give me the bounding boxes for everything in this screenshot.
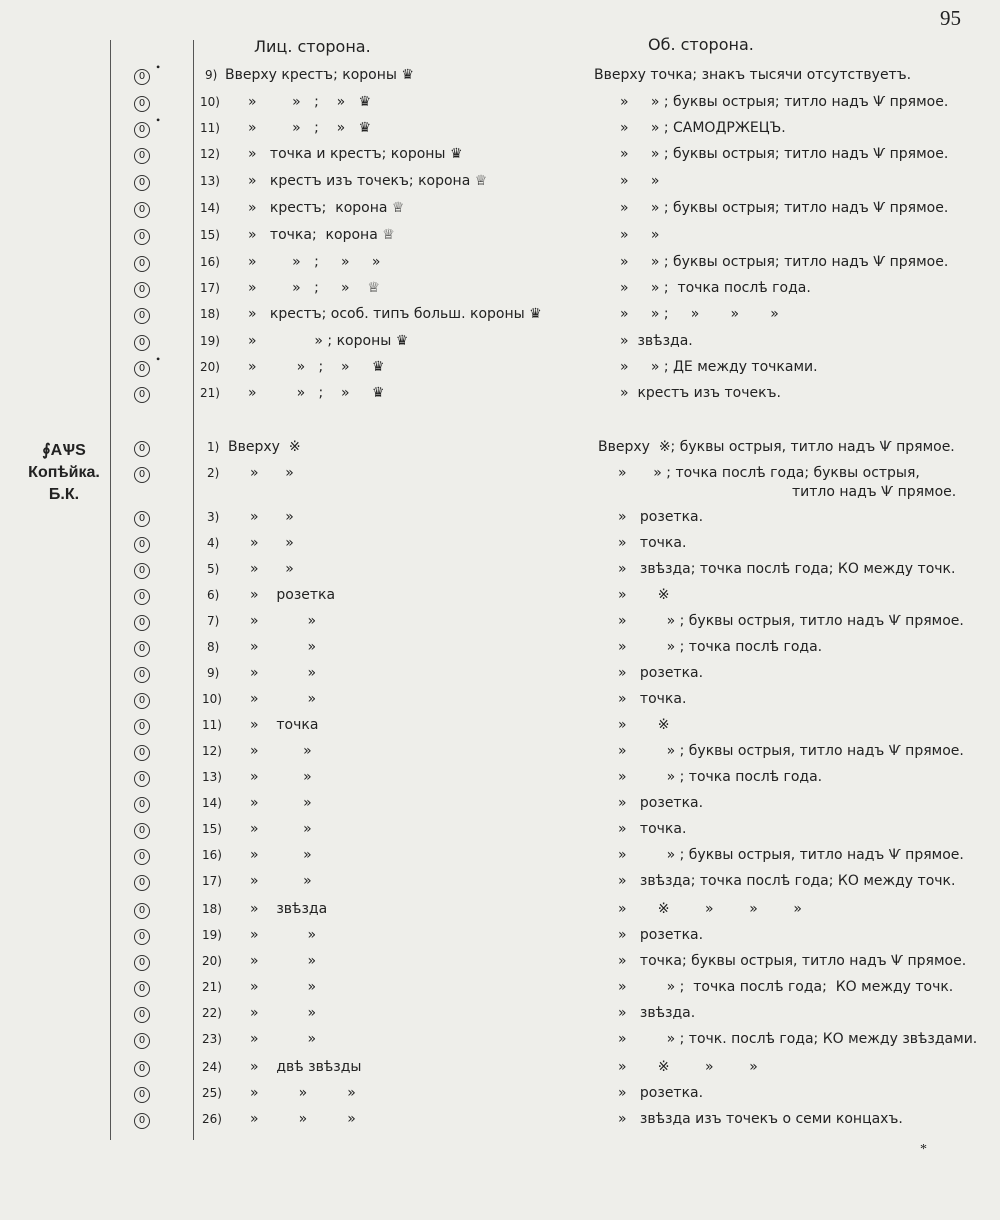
circle-mark-icon: 0 bbox=[134, 615, 150, 631]
obverse-description: » » bbox=[250, 873, 312, 889]
table-row bbox=[0, 874, 1000, 896]
reverse-description: » розетка. bbox=[618, 665, 704, 681]
circle-mark-icon: 0 bbox=[134, 929, 150, 945]
dot-mark: • bbox=[156, 352, 161, 366]
circle-mark-icon: 0 bbox=[134, 175, 150, 191]
reverse-description: » крестъ изъ точекъ. bbox=[620, 385, 781, 401]
table-row bbox=[0, 510, 1000, 532]
entry-number: 14) bbox=[200, 201, 220, 215]
table-row bbox=[0, 147, 1000, 169]
circle-mark-icon: 0 bbox=[134, 1007, 150, 1023]
circle-mark-icon: 0 bbox=[134, 589, 150, 605]
reverse-description: » розетка. bbox=[618, 1085, 704, 1101]
reverse-description: » точка; буквы острыя, титло надъ Ѱ прямое. bbox=[618, 953, 967, 969]
table-row bbox=[0, 928, 1000, 950]
table-row bbox=[0, 1086, 1000, 1108]
table-row bbox=[0, 980, 1000, 1002]
circle-mark-icon: 0 bbox=[134, 641, 150, 657]
reverse-description: Вверху точка; знакъ тысячи отсутствуетъ. bbox=[594, 67, 912, 83]
reverse-description: » звѣзда изъ точекъ о семи концахъ. bbox=[618, 1111, 903, 1127]
entry-number: 5) bbox=[207, 562, 220, 576]
reverse-description: » » ; » » » bbox=[620, 306, 779, 322]
entry-number: 18) bbox=[202, 902, 222, 916]
entry-number: 11) bbox=[200, 121, 220, 135]
table-row bbox=[0, 640, 1000, 662]
table-row bbox=[0, 744, 1000, 766]
reverse-description: » точка. bbox=[618, 691, 687, 707]
reverse-description: » звѣзда. bbox=[618, 1005, 696, 1021]
reverse-description: » » ; ДЕ между точками. bbox=[620, 359, 818, 375]
obverse-description: » » ; » ♛ bbox=[248, 120, 372, 136]
reverse-description: » » ; буквы острыя; титло надъ Ѱ прямое. bbox=[620, 146, 949, 162]
obverse-description: Вверху крестъ; короны ♛ bbox=[225, 67, 414, 83]
obverse-description: » точка; корона ♕ bbox=[248, 227, 395, 243]
obverse-description: » » bbox=[250, 465, 294, 481]
circle-mark-icon: 0 bbox=[134, 308, 150, 324]
entry-number: 8) bbox=[207, 640, 220, 654]
obverse-description: » крестъ; особ. типъ больш. короны ♛ bbox=[248, 306, 542, 322]
circle-mark-icon: 0 bbox=[134, 745, 150, 761]
obverse-description: » » ; » » bbox=[248, 254, 381, 270]
section-label-mint: Б.К. bbox=[48, 486, 80, 503]
entry-number: 21) bbox=[202, 980, 222, 994]
table-row bbox=[0, 95, 1000, 117]
circle-mark-icon: 0 bbox=[134, 69, 150, 85]
obverse-description: » розетка bbox=[250, 587, 336, 603]
table-row bbox=[0, 770, 1000, 792]
entry-number: 7) bbox=[207, 614, 220, 628]
table-row bbox=[0, 796, 1000, 818]
circle-mark-icon: 0 bbox=[134, 1033, 150, 1049]
entry-number: 24) bbox=[202, 1060, 222, 1074]
reverse-description: » » bbox=[620, 173, 660, 189]
reverse-description: » » bbox=[620, 227, 660, 243]
obverse-description: » » ; » ♕ bbox=[248, 280, 380, 296]
reverse-description: Вверху ※; буквы острыя, титло надъ Ѱ прямое. bbox=[598, 439, 955, 455]
entry-number: 10) bbox=[202, 692, 222, 706]
obverse-description: » » bbox=[250, 821, 312, 837]
reverse-description: » » ; буквы острыя; титло надъ Ѱ прямое. bbox=[620, 94, 949, 110]
reverse-description: » звѣзда. bbox=[620, 333, 693, 349]
entry-number: 20) bbox=[202, 954, 222, 968]
reverse-description: » розетка. bbox=[618, 927, 704, 943]
reverse-description: » » ; точка послѣ года. bbox=[620, 280, 811, 296]
reverse-description: » розетка. bbox=[618, 795, 704, 811]
table-row bbox=[0, 822, 1000, 844]
table-row bbox=[0, 334, 1000, 356]
reverse-description: » ※ » » » bbox=[618, 901, 802, 917]
table-row bbox=[0, 485, 1000, 507]
reverse-description: титло надъ Ѱ прямое. bbox=[792, 484, 957, 500]
entry-number: 17) bbox=[202, 874, 222, 888]
entry-number: 19) bbox=[200, 334, 220, 348]
reverse-description: » » ; точк. послѣ года; КО между звѣздами. bbox=[618, 1031, 978, 1047]
obverse-description: » точка bbox=[250, 717, 319, 733]
entry-number: 23) bbox=[202, 1032, 222, 1046]
circle-mark-icon: 0 bbox=[134, 148, 150, 164]
reverse-description: » » ; буквы острыя, титло надъ Ѱ прямое. bbox=[618, 613, 964, 629]
obverse-description: » » » bbox=[250, 1085, 356, 1101]
circle-mark-icon: 0 bbox=[134, 1087, 150, 1103]
obverse-description: » звѣзда bbox=[250, 901, 328, 917]
entry-number: 16) bbox=[202, 848, 222, 862]
circle-mark-icon: 0 bbox=[134, 202, 150, 218]
reverse-description: » » ; буквы острыя; титло надъ Ѱ прямое. bbox=[620, 254, 949, 270]
circle-mark-icon: 0 bbox=[134, 719, 150, 735]
circle-mark-icon: 0 bbox=[134, 467, 150, 483]
obverse-description: » » bbox=[250, 979, 317, 995]
entry-number: 20) bbox=[200, 360, 220, 374]
table-row bbox=[0, 228, 1000, 250]
reverse-description: » звѣзда; точка послѣ года; КО между точк. bbox=[618, 561, 956, 577]
table-row bbox=[0, 902, 1000, 924]
circle-mark-icon: 0 bbox=[134, 537, 150, 553]
obverse-description: » » ; » ♛ bbox=[248, 385, 385, 401]
reverse-description: » звѣзда; точка послѣ года; КО между точк. bbox=[618, 873, 956, 889]
entry-number: 22) bbox=[202, 1006, 222, 1020]
entry-number: 21) bbox=[200, 386, 220, 400]
table-row bbox=[0, 1060, 1000, 1082]
entry-number: 25) bbox=[202, 1086, 222, 1100]
obverse-description: » » bbox=[250, 795, 312, 811]
entry-number: 14) bbox=[202, 796, 222, 810]
obverse-description: » » bbox=[250, 665, 317, 681]
obverse-column-header: Лиц. сторона. bbox=[254, 37, 371, 56]
entry-number: 2) bbox=[207, 466, 220, 480]
circle-mark-icon: 0 bbox=[134, 229, 150, 245]
circle-mark-icon: 0 bbox=[134, 797, 150, 813]
table-row bbox=[0, 614, 1000, 636]
obverse-description: » » bbox=[250, 743, 312, 759]
table-row bbox=[0, 281, 1000, 303]
obverse-description: » » bbox=[250, 535, 294, 551]
obverse-description: » » ; короны ♛ bbox=[248, 333, 409, 349]
obverse-description: » » bbox=[250, 1031, 317, 1047]
reverse-description: » » ; буквы острыя, титло надъ Ѱ прямое. bbox=[618, 847, 964, 863]
entry-number: 18) bbox=[200, 307, 220, 321]
table-row bbox=[0, 1032, 1000, 1054]
circle-mark-icon: 0 bbox=[134, 667, 150, 683]
obverse-description: » точка и крестъ; короны ♛ bbox=[248, 146, 463, 162]
table-row bbox=[0, 562, 1000, 584]
table-row bbox=[0, 718, 1000, 740]
reverse-description: » » ; САМОДРЖЕЦЪ. bbox=[620, 120, 786, 136]
footnote-mark: * bbox=[920, 1142, 927, 1157]
circle-mark-icon: 0 bbox=[134, 903, 150, 919]
circle-mark-icon: 0 bbox=[134, 361, 150, 377]
section-label-denomination: Копѣйка. bbox=[28, 464, 100, 481]
circle-mark-icon: 0 bbox=[134, 875, 150, 891]
circle-mark-icon: 0 bbox=[134, 441, 150, 457]
dot-mark: • bbox=[156, 113, 161, 127]
table-row bbox=[0, 307, 1000, 329]
circle-mark-icon: 0 bbox=[134, 981, 150, 997]
table-row bbox=[0, 440, 1000, 462]
obverse-description: » » bbox=[250, 847, 312, 863]
reverse-description: » » ; буквы острыя; титло надъ Ѱ прямое. bbox=[620, 200, 949, 216]
entry-number: 19) bbox=[202, 928, 222, 942]
circle-mark-icon: 0 bbox=[134, 849, 150, 865]
entry-number: 4) bbox=[207, 536, 220, 550]
entry-number: 17) bbox=[200, 281, 220, 295]
dot-mark: • bbox=[156, 60, 161, 74]
table-row bbox=[0, 588, 1000, 610]
table-row bbox=[0, 1006, 1000, 1028]
table-row bbox=[0, 666, 1000, 688]
entry-number: 11) bbox=[202, 718, 222, 732]
reverse-description: » » ; точка послѣ года; КО между точк. bbox=[618, 979, 954, 995]
page-number: 95 bbox=[940, 6, 961, 30]
reverse-description: » ※ bbox=[618, 717, 670, 733]
obverse-description: » » » bbox=[250, 1111, 356, 1127]
section-label-date: ∮АѰЅ bbox=[42, 442, 86, 459]
entry-number: 15) bbox=[202, 822, 222, 836]
table-row bbox=[0, 255, 1000, 277]
entry-number: 12) bbox=[202, 744, 222, 758]
reverse-column-header: Об. сторона. bbox=[648, 35, 754, 54]
obverse-description: » » bbox=[250, 509, 294, 525]
obverse-description: Вверху ※ bbox=[228, 439, 301, 455]
entry-number: 12) bbox=[200, 147, 220, 161]
obverse-description: » » bbox=[250, 613, 317, 629]
entry-number: 3) bbox=[207, 510, 220, 524]
entry-number: 6) bbox=[207, 588, 220, 602]
table-row bbox=[0, 60, 1000, 90]
circle-mark-icon: 0 bbox=[134, 1113, 150, 1129]
entry-number: 13) bbox=[200, 174, 220, 188]
circle-mark-icon: 0 bbox=[134, 122, 150, 138]
circle-mark-icon: 0 bbox=[134, 955, 150, 971]
circle-mark-icon: 0 bbox=[134, 335, 150, 351]
entry-number: 15) bbox=[200, 228, 220, 242]
reverse-description: » точка. bbox=[618, 821, 687, 837]
obverse-description: » » bbox=[250, 639, 317, 655]
table-row bbox=[0, 1112, 1000, 1134]
entry-number: 16) bbox=[200, 255, 220, 269]
table-row bbox=[0, 386, 1000, 408]
reverse-description: » » ; точка послѣ года. bbox=[618, 639, 823, 655]
obverse-description: » крестъ изъ точекъ; корона ♕ bbox=[248, 173, 488, 189]
reverse-description: » » ; точка послѣ года; буквы острыя, bbox=[618, 465, 920, 481]
entry-number: 9) bbox=[207, 666, 220, 680]
entry-number: 13) bbox=[202, 770, 222, 784]
reverse-description: » ※ » » bbox=[618, 1059, 758, 1075]
table-row bbox=[0, 536, 1000, 558]
obverse-description: » » ; » ♛ bbox=[248, 94, 372, 110]
circle-mark-icon: 0 bbox=[134, 282, 150, 298]
entry-number: 10) bbox=[200, 95, 220, 109]
table-row bbox=[0, 954, 1000, 976]
circle-mark-icon: 0 bbox=[134, 823, 150, 839]
entry-number: 26) bbox=[202, 1112, 222, 1126]
reverse-description: » ※ bbox=[618, 587, 670, 603]
table-row bbox=[0, 201, 1000, 223]
obverse-description: » » bbox=[250, 927, 317, 943]
obverse-description: » двѣ звѣзды bbox=[250, 1059, 362, 1075]
entry-number: 1) bbox=[207, 440, 220, 454]
table-row bbox=[0, 113, 1000, 143]
table-row bbox=[0, 352, 1000, 382]
obverse-description: » » bbox=[250, 1005, 317, 1021]
circle-mark-icon: 0 bbox=[134, 96, 150, 112]
circle-mark-icon: 0 bbox=[134, 771, 150, 787]
obverse-description: » » bbox=[250, 561, 294, 577]
table-row bbox=[0, 692, 1000, 714]
obverse-description: » » bbox=[250, 691, 317, 707]
entry-number: 9) bbox=[205, 68, 218, 82]
reverse-description: » » ; буквы острыя, титло надъ Ѱ прямое. bbox=[618, 743, 964, 759]
table-row bbox=[0, 174, 1000, 196]
reverse-description: » точка. bbox=[618, 535, 687, 551]
obverse-description: » крестъ; корона ♕ bbox=[248, 200, 405, 216]
circle-mark-icon: 0 bbox=[134, 693, 150, 709]
reverse-description: » розетка. bbox=[618, 509, 704, 525]
reverse-description: » » ; точка послѣ года. bbox=[618, 769, 823, 785]
circle-mark-icon: 0 bbox=[134, 563, 150, 579]
obverse-description: » » bbox=[250, 953, 317, 969]
circle-mark-icon: 0 bbox=[134, 511, 150, 527]
obverse-description: » » bbox=[250, 769, 312, 785]
circle-mark-icon: 0 bbox=[134, 1061, 150, 1077]
table-row bbox=[0, 848, 1000, 870]
circle-mark-icon: 0 bbox=[134, 256, 150, 272]
obverse-description: » » ; » ♛ bbox=[248, 359, 385, 375]
circle-mark-icon: 0 bbox=[134, 387, 150, 403]
